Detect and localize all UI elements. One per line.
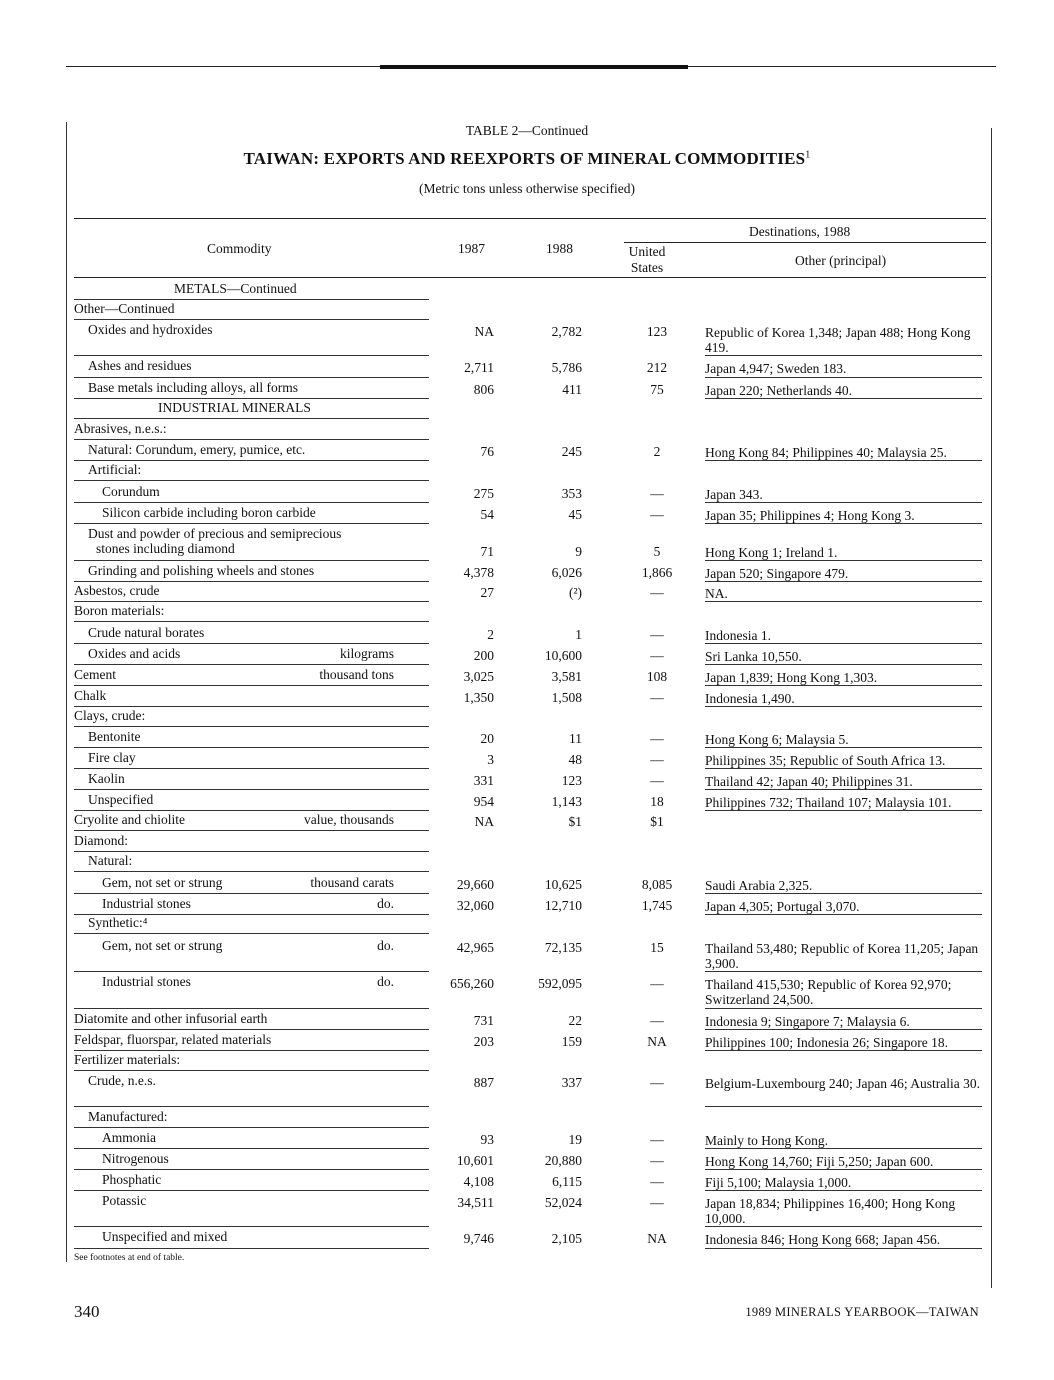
destinations-rule (624, 242, 986, 243)
table-row (74, 1229, 982, 1249)
value-1988: 592,095 (538, 976, 582, 991)
value-1987: 1,350 (463, 690, 494, 705)
row-rule (74, 789, 429, 790)
value-1988: (²) (568, 585, 582, 600)
value-1987: 2 (487, 627, 494, 642)
table-row (74, 1052, 982, 1071)
row-rule (74, 1169, 429, 1170)
value-1987: 29,660 (456, 877, 494, 892)
table-row (74, 708, 982, 727)
value-1987: 32,060 (456, 898, 494, 913)
other-destinations: Japan 18,834; Philippines 16,400; Hong Kong 10,000. (705, 1196, 956, 1226)
destination-rule (705, 1248, 982, 1249)
value-united-states: — (650, 585, 664, 600)
unit-label: kilograms (340, 646, 394, 661)
value-united-states: 1,745 (641, 898, 673, 913)
value-1987: NA (474, 324, 494, 339)
table-row (74, 442, 982, 461)
commodity-label: Industrial stones (102, 896, 191, 911)
row-rule (74, 1127, 429, 1128)
commodity-label: Feldspar, fluorspar, related materials (74, 1032, 272, 1047)
value-1987: 20 (480, 731, 494, 746)
table-row (74, 646, 982, 665)
other-destinations: Indonesia 846; Hong Kong 668; Japan 456. (705, 1232, 941, 1247)
other-destinations: Hong Kong 14,760; Fiji 5,250; Japan 600. (705, 1154, 934, 1169)
destination-rule (705, 1226, 982, 1227)
table-row (74, 974, 982, 1009)
value-1987: 76 (480, 444, 494, 459)
header-1988: 1988 (546, 241, 573, 256)
other-destinations: Thailand 42; Japan 40; Philippines 31. (705, 774, 913, 789)
row-rule (74, 319, 429, 320)
commodity-label: Other—Continued (74, 301, 175, 316)
value-1987: 731 (473, 1013, 494, 1028)
row-rule (74, 460, 429, 461)
other-destinations: Japan 4,947; Sweden 183. (705, 361, 847, 376)
row-rule (74, 418, 429, 419)
row-rule (74, 747, 429, 748)
value-1988: 159 (561, 1034, 582, 1049)
commodity-label: Crude natural borates (88, 625, 205, 640)
destination-rule (705, 685, 982, 686)
value-1987: 954 (473, 794, 494, 809)
other-destinations: Mainly to Hong Kong. (705, 1133, 828, 1148)
commodity-label: Asbestos, crude (74, 583, 160, 598)
value-united-states: — (650, 1174, 664, 1189)
destination-rule (705, 1029, 982, 1030)
destination-rule (705, 1169, 982, 1170)
value-1987: 331 (473, 773, 494, 788)
row-rule (74, 377, 429, 378)
table-row (74, 875, 982, 894)
other-destinations: Hong Kong 6; Malaysia 5. (705, 732, 849, 747)
table-row (74, 896, 982, 915)
value-1988: 245 (561, 444, 582, 459)
value-1988: 48 (568, 752, 582, 767)
value-1988: 20,880 (544, 1153, 582, 1168)
other-destinations: Hong Kong 84; Philippines 40; Malaysia 25. (705, 445, 947, 460)
value-1988: $1 (568, 814, 582, 829)
destination-rule (705, 643, 982, 644)
table-row (74, 563, 982, 582)
row-rule (74, 971, 429, 972)
value-1987: 9,746 (463, 1231, 494, 1246)
unit-label: do. (377, 974, 394, 989)
row-rule (74, 893, 429, 894)
value-united-states: — (650, 648, 664, 663)
table-title (0, 149, 1054, 169)
table-subtitle: (Metric tons unless otherwise specified) (419, 181, 635, 196)
other-destinations: Republic of Korea 1,348; Japan 488; Hong Kong 419. (705, 325, 971, 355)
other-destinations: Sri Lanka 10,550. (705, 649, 802, 664)
header-top-rule (74, 218, 986, 219)
table-row (74, 833, 982, 852)
row-rule (74, 871, 429, 872)
unit-label: thousand tons (319, 667, 394, 682)
other-destinations: Saudi Arabia 2,325. (705, 878, 813, 893)
value-united-states: 1,866 (641, 565, 673, 580)
value-united-states: — (650, 1153, 664, 1168)
unit-label: do. (377, 938, 394, 953)
running-footer: 1989 MINERALS YEARBOOK—TAIWAN (745, 1305, 979, 1319)
value-1987: 34,511 (457, 1195, 494, 1210)
value-united-states: 212 (646, 360, 668, 375)
row-rule (74, 480, 429, 481)
row-rule (74, 1029, 429, 1030)
table-row (74, 1151, 982, 1170)
destination-rule (705, 355, 982, 356)
destination-rule (705, 1190, 982, 1191)
commodity-label: Silicon carbide including boron carbide (102, 505, 316, 520)
value-united-states: — (650, 773, 664, 788)
value-1988: 337 (561, 1075, 582, 1090)
value-1988: 11 (569, 731, 582, 746)
unit-label: do. (377, 896, 394, 911)
destination-rule (705, 789, 982, 790)
row-rule (74, 1070, 429, 1071)
value-1988: 1,143 (551, 794, 582, 809)
footnote: See footnotes at end of table. (74, 1253, 185, 1263)
value-1987: 4,378 (463, 565, 494, 580)
value-1987: 887 (473, 1075, 494, 1090)
commodity-label: Industrial stones (102, 974, 191, 989)
page-number: 340 (74, 1302, 100, 1321)
row-rule (74, 560, 429, 561)
value-1988: 3,581 (551, 669, 582, 684)
value-1988: 2,782 (551, 324, 582, 339)
value-1988: 2,105 (551, 1231, 582, 1246)
value-1988: 19 (568, 1132, 582, 1147)
commodity-label: METALS—Continued (174, 281, 297, 296)
row-rule (74, 726, 429, 727)
table-row (74, 1172, 982, 1191)
commodity-label: Kaolin (88, 771, 125, 786)
row-rule (74, 1148, 429, 1149)
commodity-label: Clays, crude: (74, 708, 146, 723)
value-united-states: $1 (650, 814, 664, 829)
table-row (74, 812, 982, 831)
row-rule (74, 1008, 429, 1009)
destination-rule (705, 893, 982, 894)
value-united-states: — (650, 486, 664, 501)
table-row (74, 771, 982, 790)
destination-rule (705, 502, 982, 503)
destination-rule (705, 706, 982, 707)
commodity-label: Oxides and acids (88, 646, 181, 661)
left-margin-rule (66, 122, 67, 1262)
value-1987: 71 (480, 544, 494, 559)
table-row (74, 484, 982, 503)
value-1988: 5,786 (551, 360, 582, 375)
table-row (74, 462, 982, 481)
value-1987: 275 (473, 486, 494, 501)
value-united-states: — (650, 690, 664, 705)
row-rule (74, 621, 429, 622)
commodity-label: INDUSTRIAL MINERALS (158, 400, 311, 415)
other-destinations: Indonesia 1,490. (705, 691, 795, 706)
destination-rule (705, 1106, 982, 1107)
table-row (74, 380, 982, 399)
value-1988: 22 (568, 1013, 582, 1028)
table-row (74, 667, 982, 686)
destination-rule (705, 523, 982, 524)
other-destinations: Japan 220; Netherlands 40. (705, 383, 852, 398)
row-rule (74, 933, 429, 934)
value-1988: 10,600 (544, 648, 582, 663)
commodity-label: Boron materials: (74, 603, 165, 618)
row-rule (74, 685, 429, 686)
other-destinations: Thailand 415,530; Republic of Korea 92,970; Switzerland 24,500. (705, 977, 952, 1007)
value-united-states: 8,085 (641, 877, 673, 892)
right-margin-rule (991, 128, 992, 1288)
value-1987: 656,260 (450, 976, 494, 991)
value-united-states: — (650, 1195, 664, 1210)
destination-rule (705, 398, 982, 399)
destination-rule (705, 377, 982, 378)
row-rule (74, 299, 429, 300)
commodity-label: Bentonite (88, 729, 141, 744)
table-row (74, 938, 982, 972)
row-rule (74, 601, 429, 602)
destination-rule (705, 810, 982, 811)
value-united-states: 108 (646, 669, 668, 684)
destination-rule (705, 581, 982, 582)
value-1987: 42,965 (456, 940, 494, 955)
row-rule (74, 581, 429, 582)
commodity-label: Fertilizer materials: (74, 1052, 181, 1067)
value-1988: 1 (575, 627, 582, 642)
commodity-label: Gem, not set or strung (102, 938, 223, 953)
table-row (74, 301, 982, 320)
other-destinations: Indonesia 1. (705, 628, 771, 643)
commodity-label: Oxides and hydroxides (88, 322, 213, 337)
other-destinations: Philippines 35; Republic of South Africa 13. (705, 753, 946, 768)
commodity-label: Corundum (102, 484, 160, 499)
commodity-label: Base metals including alloys, all forms (88, 380, 298, 395)
row-rule (74, 1190, 429, 1191)
table-row (74, 1193, 982, 1227)
commodity-label: Potassic (102, 1193, 147, 1208)
table-row (74, 1073, 982, 1107)
table-row (74, 1109, 982, 1128)
table-caption: TABLE 2—Continued (465, 123, 589, 138)
row-rule (74, 1106, 429, 1107)
value-1988: 9 (575, 544, 582, 559)
commodity-label: Diatomite and other infusorial earth (74, 1011, 268, 1026)
destination-rule (705, 601, 982, 602)
row-rule (74, 706, 429, 707)
table-row (74, 505, 982, 524)
commodity-label: Artificial: (88, 462, 142, 477)
row-rule (74, 1226, 429, 1227)
commodity-label: Natural: (88, 853, 133, 868)
table-row (74, 400, 982, 419)
other-destinations: NA. (705, 586, 728, 601)
commodity-label: Diamond: (74, 833, 128, 848)
value-1988: 45 (568, 507, 582, 522)
value-1988: 12,710 (544, 898, 582, 913)
commodity-label: Synthetic:⁴ (88, 915, 148, 930)
commodity-label: Abrasives, n.e.s.: (74, 421, 167, 436)
value-united-states: — (650, 507, 664, 522)
table-row (74, 792, 982, 811)
commodity-label: Ammonia (102, 1130, 156, 1145)
header-united-states: United States (628, 244, 666, 275)
value-1987: 203 (473, 1034, 494, 1049)
other-destinations: Indonesia 9; Singapore 7; Malaysia 6. (705, 1014, 910, 1029)
row-rule (74, 768, 429, 769)
value-1987: 27 (480, 585, 494, 600)
row-rule (74, 830, 429, 831)
value-1987: 3,025 (463, 669, 494, 684)
table-row (74, 915, 982, 934)
other-destinations: Japan 343. (705, 487, 763, 502)
value-1987: 806 (473, 382, 494, 397)
commodity-label: Ashes and residues (88, 358, 192, 373)
table-row (74, 1130, 982, 1149)
row-rule (74, 355, 429, 356)
table-row (74, 853, 982, 872)
commodity-label: Dust and powder of precious and semiprecious stones including diamond (88, 526, 342, 556)
value-united-states: — (650, 1132, 664, 1147)
value-1988: 1,508 (551, 690, 582, 705)
value-1988: 123 (561, 773, 582, 788)
value-1987: NA (474, 814, 494, 829)
value-1988: 6,115 (552, 1174, 582, 1189)
commodity-label: Gem, not set or strung (102, 875, 223, 890)
table-row (74, 1011, 982, 1030)
destination-rule (705, 1008, 982, 1009)
commodity-label: Chalk (74, 688, 107, 703)
header-destinations: Destinations, 1988 (749, 224, 851, 239)
top-bar (380, 65, 688, 69)
value-united-states: — (650, 1013, 664, 1028)
value-1988: 72,135 (544, 940, 582, 955)
value-united-states: 75 (650, 382, 664, 397)
value-united-states: — (650, 627, 664, 642)
table-row (74, 688, 982, 707)
commodity-label: Unspecified and mixed (102, 1229, 228, 1244)
row-rule (74, 502, 429, 503)
commodity-label: Phosphatic (102, 1172, 162, 1187)
value-united-states: — (650, 976, 664, 991)
value-united-states: — (650, 752, 664, 767)
value-1987: 10,601 (456, 1153, 494, 1168)
table-row (74, 281, 982, 300)
header-bottom-rule (74, 277, 986, 278)
value-united-states: — (650, 1075, 664, 1090)
value-united-states: 18 (650, 794, 664, 809)
other-destinations: Philippines 732; Thailand 107; Malaysia 101. (705, 795, 952, 810)
value-1987: 93 (480, 1132, 494, 1147)
row-rule (74, 398, 429, 399)
value-1987: 200 (473, 648, 494, 663)
destination-rule (705, 560, 982, 561)
other-destinations: Philippines 100; Indonesia 26; Singapore 18. (705, 1035, 948, 1050)
other-destinations: Japan 1,839; Hong Kong 1,303. (705, 670, 878, 685)
destination-rule (705, 747, 982, 748)
table-row (74, 603, 982, 622)
unit-label: value, thousands (304, 812, 394, 827)
commodity-label: Cement (74, 667, 116, 682)
value-1987: 54 (480, 507, 494, 522)
value-1987: 4,108 (463, 1174, 494, 1189)
value-1988: 353 (561, 486, 582, 501)
table-row (74, 421, 982, 440)
other-destinations: Fiji 5,100; Malaysia 1,000. (705, 1175, 852, 1190)
unit-label: thousand carats (310, 875, 394, 890)
value-1988: 52,024 (544, 1195, 582, 1210)
commodity-label: Manufactured: (88, 1109, 168, 1124)
row-rule (74, 1050, 429, 1051)
row-rule (74, 523, 429, 524)
value-united-states: 5 (653, 544, 661, 559)
row-rule (74, 1248, 429, 1249)
row-rule (74, 810, 429, 811)
table-row (74, 729, 982, 748)
header-other-principal: Other (principal) (795, 253, 887, 268)
value-1987: 3 (487, 752, 494, 767)
value-united-states: NA (647, 1034, 667, 1049)
other-destinations: Japan 4,305; Portugal 3,070. (705, 899, 860, 914)
value-1988: 6,026 (551, 565, 582, 580)
value-united-states: NA (647, 1231, 667, 1246)
row-rule (74, 643, 429, 644)
destination-rule (705, 1050, 982, 1051)
title-text: TAIWAN: EXPORTS AND REEXPORTS OF MINERAL COMMODITIES (243, 149, 806, 168)
value-united-states: — (650, 731, 664, 746)
other-destinations: Hong Kong 1; Ireland 1. (705, 545, 838, 560)
table-row (74, 526, 982, 561)
value-united-states: 2 (653, 444, 661, 459)
commodity-label: Cryolite and chiolite (74, 812, 185, 827)
row-rule (74, 664, 429, 665)
table-row (74, 750, 982, 769)
value-1988: 10,625 (544, 877, 582, 892)
other-destinations: Japan 35; Philippines 4; Hong Kong 3. (705, 508, 915, 523)
table-row (74, 583, 982, 602)
value-1988: 411 (562, 382, 582, 397)
value-united-states: 123 (646, 324, 668, 339)
table-row (74, 1032, 982, 1051)
commodity-label: Unspecified (88, 792, 154, 807)
value-1987: 2,711 (464, 360, 494, 375)
title-footnote-mark: 1 (805, 149, 811, 161)
commodity-label: Fire clay (88, 750, 136, 765)
destination-rule (705, 971, 982, 972)
value-united-states: 15 (650, 940, 664, 955)
commodity-label: Nitrogenous (102, 1151, 169, 1166)
header-commodity: Commodity (207, 241, 272, 256)
other-destinations: Belgium-Luxembourg 240; Japan 46; Australia 30. (705, 1076, 980, 1091)
table-row (74, 322, 982, 356)
header-1987: 1987 (458, 241, 485, 256)
commodity-label: Crude, n.e.s. (88, 1073, 156, 1088)
row-rule (74, 439, 429, 440)
destination-rule (705, 460, 982, 461)
commodity-label: Grinding and polishing wheels and stones (88, 563, 315, 578)
commodity-label: Natural: Corundum, emery, pumice, etc. (88, 442, 306, 457)
destination-rule (705, 768, 982, 769)
destination-rule (705, 664, 982, 665)
destination-rule (705, 1148, 982, 1149)
other-destinations: Thailand 53,480; Republic of Korea 11,205; Japan 3,900. (705, 941, 979, 971)
table-row (74, 358, 982, 378)
row-rule (74, 851, 429, 852)
other-destinations: Japan 520; Singapore 479. (705, 566, 849, 581)
table-row (74, 625, 982, 644)
